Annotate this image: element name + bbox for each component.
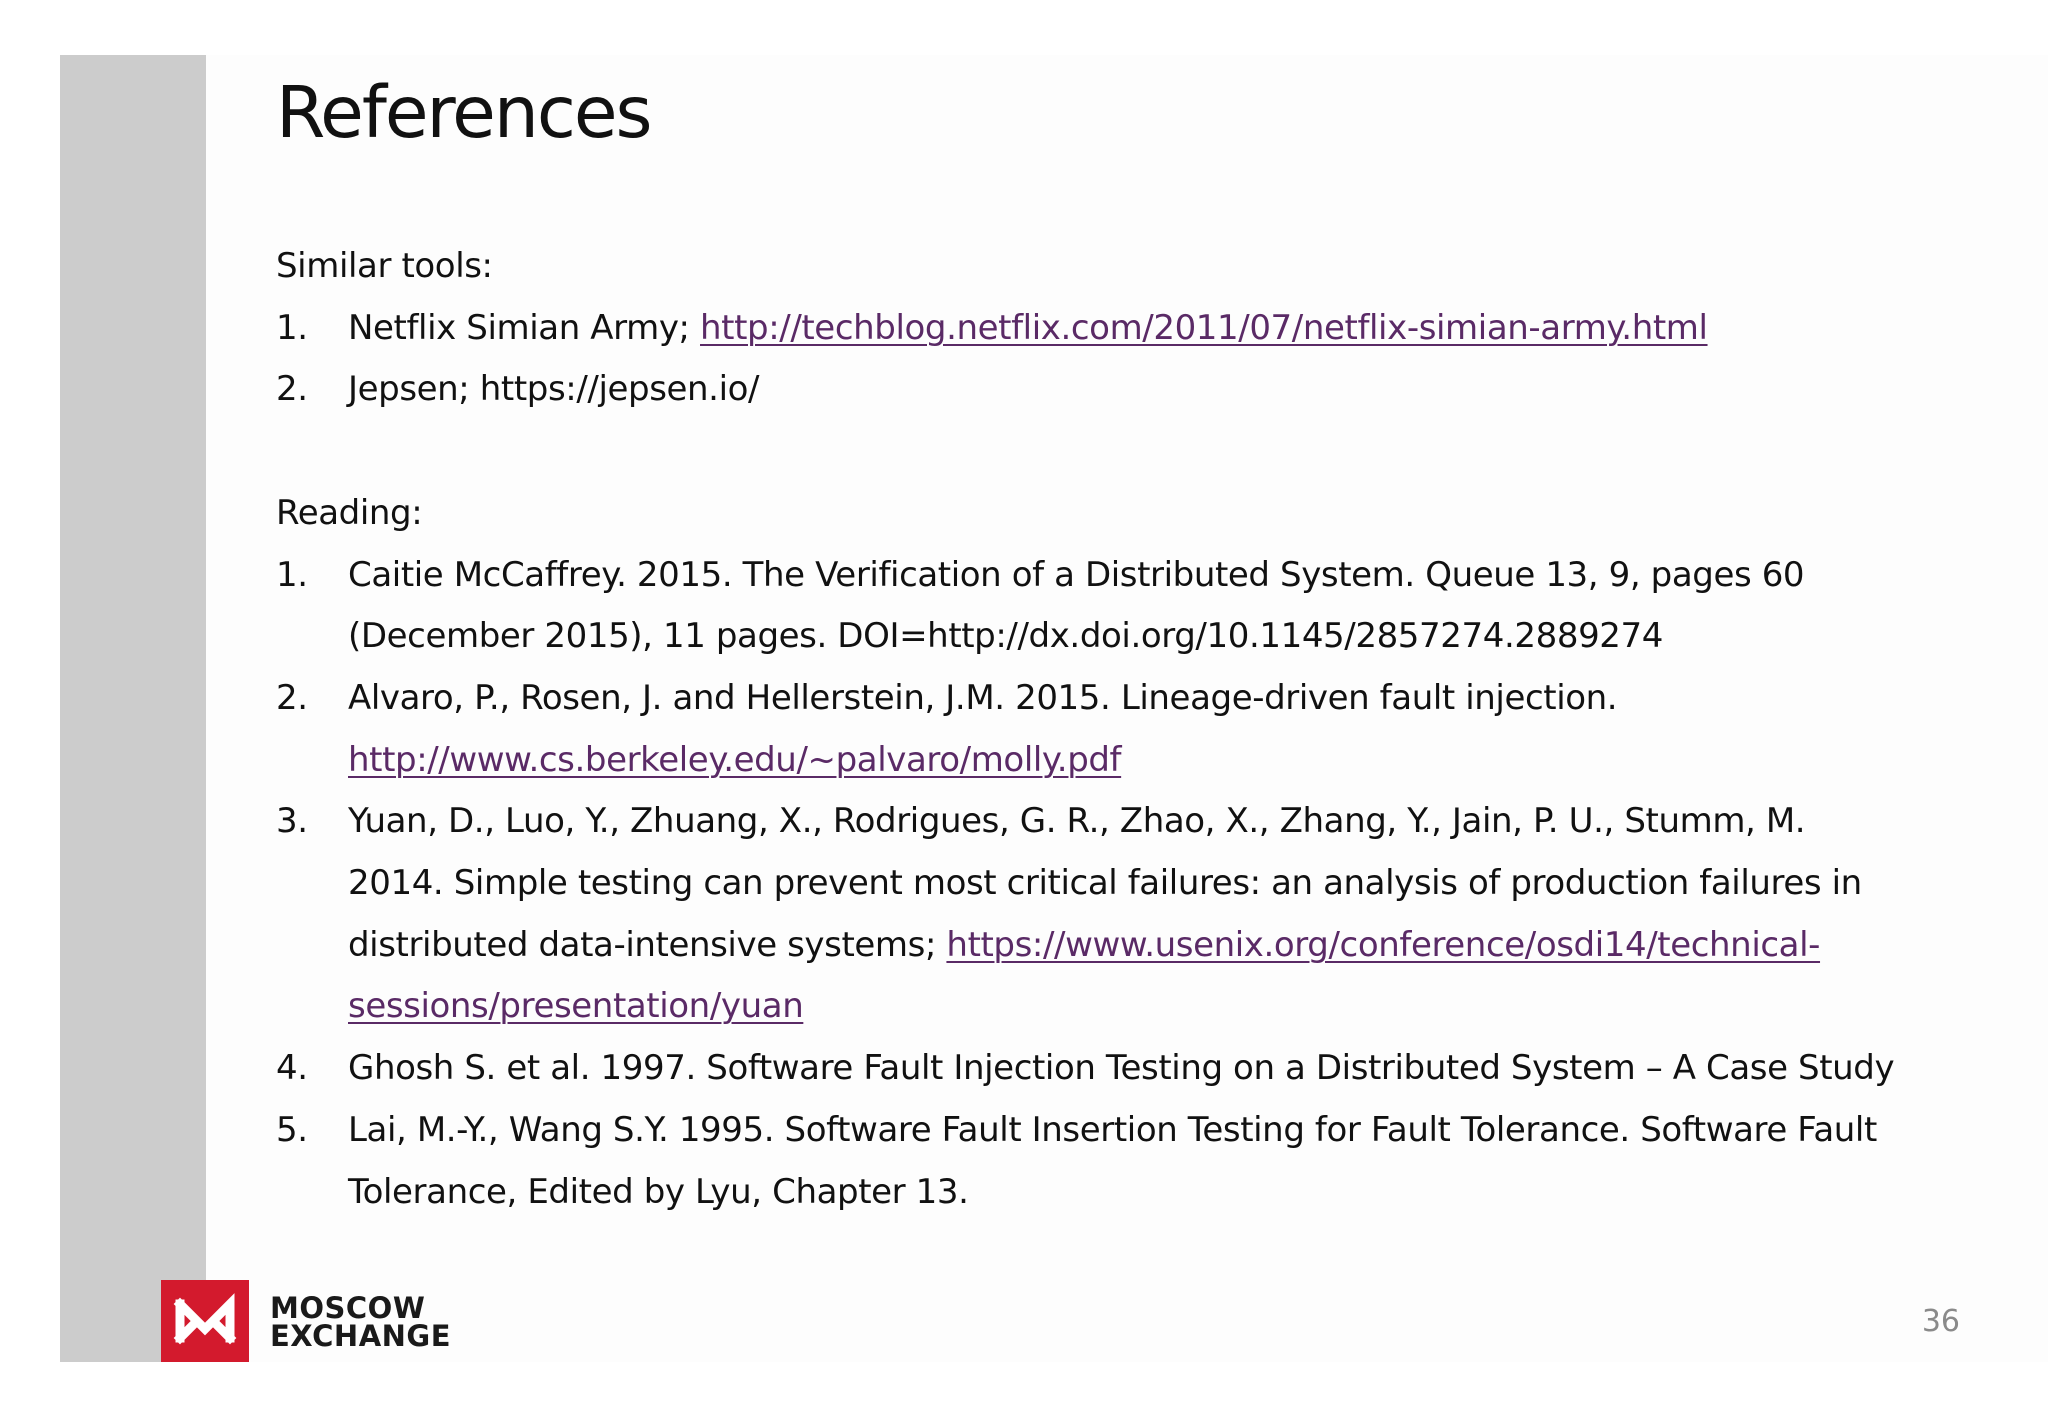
item-number: 2.: [276, 677, 308, 718]
list-item: [276, 791, 1896, 1038]
item-number: 3.: [276, 801, 308, 842]
item-text: Jepsen; https://jepsen.io/: [348, 369, 760, 410]
spacer: [276, 421, 1896, 483]
list-item: [276, 545, 1896, 668]
usenix-link[interactable]: https://www.usenix.org/conference/osdi14/technical-sessions/presentation/yuan: [348, 924, 1821, 1027]
logo-wordmark: [270, 1291, 452, 1353]
item-text-body: Netflix Simian Army;: [348, 307, 701, 348]
moscow-exchange-logo-icon: [161, 1280, 249, 1362]
item-text: Caitie McCaffrey. 2015. The Verification of a Distributed System. Queue 13, 9, pages 60 (December 2015), 11 pages. DOI=http://dx.doi.org/10.1145/2857274.2889274: [348, 554, 1805, 657]
side-bar: [60, 55, 206, 1362]
item-text: Ghosh S. et al. 1997. Software Fault Injection Testing on a Distributed System – A Case Study: [348, 1048, 1895, 1089]
list-item: [276, 1038, 1896, 1100]
item-number: 5.: [276, 1109, 308, 1150]
list-item: [276, 668, 1896, 791]
similar-tools-heading: Similar tools:: [276, 246, 493, 286]
logo-line-1: MOSCOW: [270, 1291, 426, 1325]
item-text-body: Alvaro, P., Rosen, J. and Hellerstein, J.M. 2015. Lineage-driven fault injection.: [348, 677, 1618, 718]
reading-heading: Reading:: [276, 492, 423, 533]
item-number: 4.: [276, 1048, 308, 1089]
item-number: 1.: [276, 307, 308, 348]
item-text: Lai, M.-Y., Wang S.Y. 1995. Software Fault Insertion Testing for Fault Tolerance. Software Fault Tolerance, Edited by Lyu, Chapter 13.: [348, 1109, 1877, 1212]
item-number: 2.: [276, 369, 308, 410]
item-text: [348, 298, 1896, 360]
page-number: 36: [1921, 1304, 1960, 1339]
netflix-simian-army-link[interactable]: http://techblog.netflix.com/2011/07/netflix-simian-army.html: [700, 307, 1708, 348]
list-item: [276, 298, 1896, 360]
item-text-body: Yuan, D., Luo, Y., Zhuang, X., Rodrigues, G. R., Zhao, X., Zhang, Y., Jain, P. U., Stumm, M. 2014. Simple testing can prevent most critical failures: an analysis of production failures in distributed data-intensive systems;: [348, 801, 1862, 965]
molly-pdf-link[interactable]: http://www.cs.berkeley.edu/~palvaro/molly.pdf: [348, 739, 1122, 780]
page-title: References: [276, 71, 651, 154]
list-item: [276, 359, 1896, 421]
item-number: 1.: [276, 554, 308, 595]
logo-line-2: EXCHANGE: [270, 1319, 452, 1353]
item-text: [348, 791, 1896, 1038]
item-text: [348, 668, 1896, 791]
list-item: [276, 1100, 1896, 1223]
references-content: [276, 236, 1896, 1223]
